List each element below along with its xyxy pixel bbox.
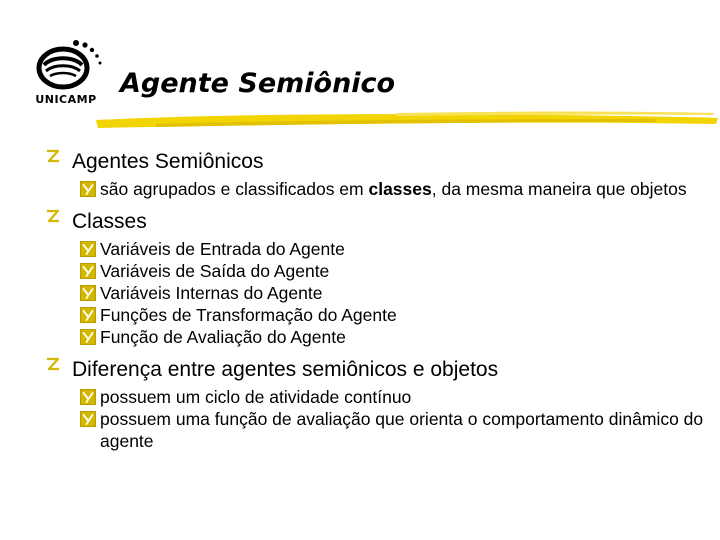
z-bullet-icon — [46, 148, 72, 164]
emphasized-term: classes — [368, 179, 432, 199]
sub-bullet-text: Variáveis Internas do Agente — [100, 283, 323, 303]
bullet-item-level1 — [46, 208, 706, 236]
y-bullet-icon — [80, 408, 100, 427]
bullet-item-level2 — [80, 304, 706, 326]
sub-bullet-text: Variáveis de Saída do Agente — [100, 261, 330, 281]
slide-title: Agente Semiônico — [120, 68, 396, 99]
bullet-item-level2 — [80, 282, 706, 304]
slide-body — [46, 148, 706, 452]
z-bullet-icon — [46, 208, 72, 224]
bullet-item-level2 — [80, 260, 706, 282]
y-bullet-icon — [80, 178, 100, 197]
bullet-item-level2 — [80, 178, 706, 200]
y-bullet-icon — [80, 304, 100, 323]
bullet-item-level2 — [80, 386, 706, 408]
sub-bullet-text: Variáveis de Entrada do Agente — [100, 239, 345, 259]
bullet-item-level2 — [80, 408, 706, 452]
y-bullet-icon — [80, 282, 100, 301]
z-bullet-icon — [46, 356, 72, 372]
bullet-text: Diferença entre agentes semiônicos e objetos — [72, 358, 499, 381]
sub-bullet-text: possuem uma função de avaliação que orienta o comportamento dinâmico do agente — [100, 409, 704, 451]
y-bullet-icon — [80, 386, 100, 405]
y-bullet-icon — [80, 260, 100, 279]
text-segment: , da mesma maneira que objetos — [431, 179, 687, 199]
sub-bullet-text — [100, 178, 687, 200]
sub-bullet-list — [80, 386, 706, 452]
bullet-item-level2 — [80, 326, 706, 348]
sub-bullet-list — [80, 238, 706, 348]
y-bullet-icon — [80, 238, 100, 257]
sub-bullet-list — [80, 178, 706, 200]
sub-bullet-text: Função de Avaliação do Agente — [100, 327, 346, 347]
logo-text: UNICAMP — [35, 93, 97, 106]
bullet-item-level1 — [46, 356, 706, 384]
text-segment: são agrupados e classificados em — [100, 179, 369, 199]
unicamp-logo — [30, 38, 108, 110]
bullet-text: Agentes Semiônicos — [72, 150, 264, 173]
sub-bullet-text: possuem um ciclo de atividade contínuo — [100, 387, 412, 407]
title-underline-brush — [96, 104, 720, 134]
y-bullet-icon — [80, 326, 100, 345]
bullet-item-level1 — [46, 148, 706, 176]
bullet-text: Classes — [72, 210, 147, 233]
sub-bullet-text: Funções de Transformação do Agente — [100, 305, 397, 325]
bullet-item-level2 — [80, 238, 706, 260]
unicamp-logo-icon — [30, 38, 108, 96]
